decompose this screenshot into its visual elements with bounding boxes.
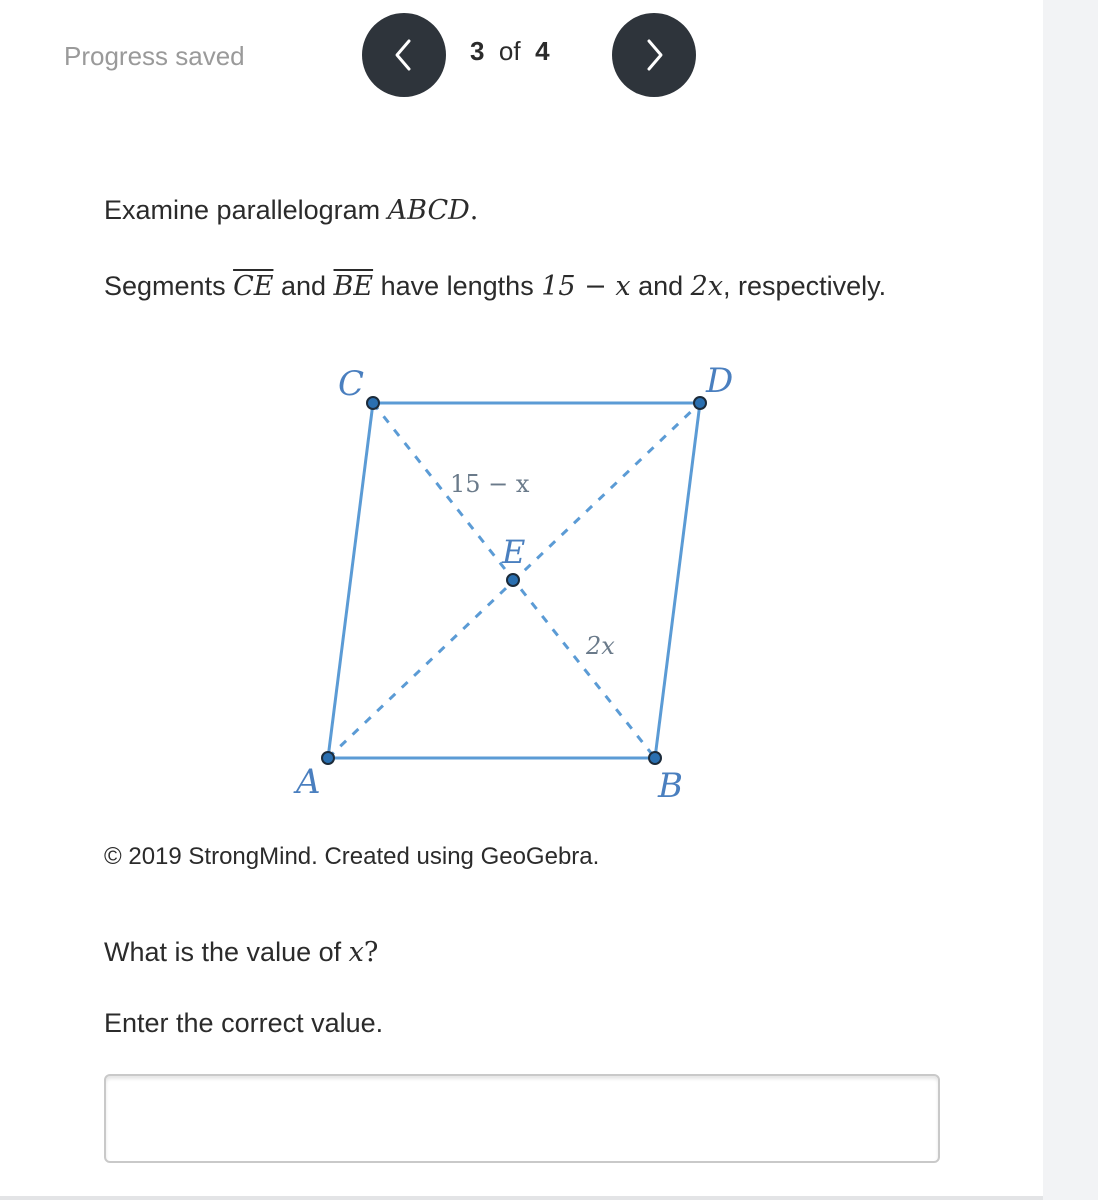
- intro-text: Examine parallelogram: [104, 195, 388, 225]
- counter-current: 3: [470, 36, 485, 66]
- label-c: C: [338, 364, 365, 404]
- instruction: Enter the correct value.: [104, 1008, 384, 1038]
- intro-period: .: [469, 195, 479, 226]
- prompt-variable: x: [348, 937, 364, 968]
- point-c: [367, 397, 379, 409]
- segments-prefix: Segments: [104, 271, 234, 301]
- chevron-right-icon: [639, 37, 669, 73]
- segments-mid: have lengths: [373, 271, 542, 301]
- label-e: E: [502, 533, 526, 571]
- progress-status: Progress saved: [64, 41, 245, 71]
- question-segments: [104, 271, 886, 302]
- segment-ce: $\overline{CE}$: [233, 271, 274, 302]
- label-d: D: [706, 361, 734, 401]
- counter-total: 4: [535, 36, 550, 66]
- parallelogram-figure: [280, 355, 760, 810]
- question-prompt: [104, 937, 378, 968]
- next-button[interactable]: [612, 13, 696, 97]
- side-bd: [655, 403, 700, 758]
- length-ce: 15 − x: [541, 271, 631, 302]
- previous-button[interactable]: [362, 13, 446, 97]
- label-ce-length: 15 − x: [450, 470, 530, 498]
- page-bottom-edge: [0, 1196, 1043, 1200]
- prompt-text: What is the value of: [104, 937, 349, 967]
- label-b: B: [658, 766, 683, 806]
- chevron-left-icon: [389, 37, 419, 73]
- label-be-length: 2x: [586, 632, 615, 660]
- label-a: A: [296, 762, 321, 802]
- question-intro: [104, 195, 478, 226]
- segment-be: $\overline{BE}$: [333, 271, 374, 302]
- point-b: [649, 752, 661, 764]
- right-gutter: [1043, 0, 1098, 1200]
- side-ac: [328, 403, 373, 758]
- copyright-notice: © 2019 StrongMind. Created using GeoGebra.: [104, 843, 600, 870]
- point-d: [694, 397, 706, 409]
- segments-and-2: and: [630, 271, 691, 301]
- point-a: [322, 752, 334, 764]
- length-be: 2x: [690, 271, 724, 302]
- point-e: [507, 574, 519, 586]
- prompt-question-mark: ?: [363, 937, 379, 968]
- segments-suffix: , respectively.: [723, 271, 887, 301]
- counter-of: of: [498, 36, 521, 66]
- intro-figure-name: ABCD: [387, 195, 470, 226]
- question-counter: [470, 36, 590, 67]
- answer-input[interactable]: [104, 1074, 940, 1163]
- segments-and: and: [273, 271, 334, 301]
